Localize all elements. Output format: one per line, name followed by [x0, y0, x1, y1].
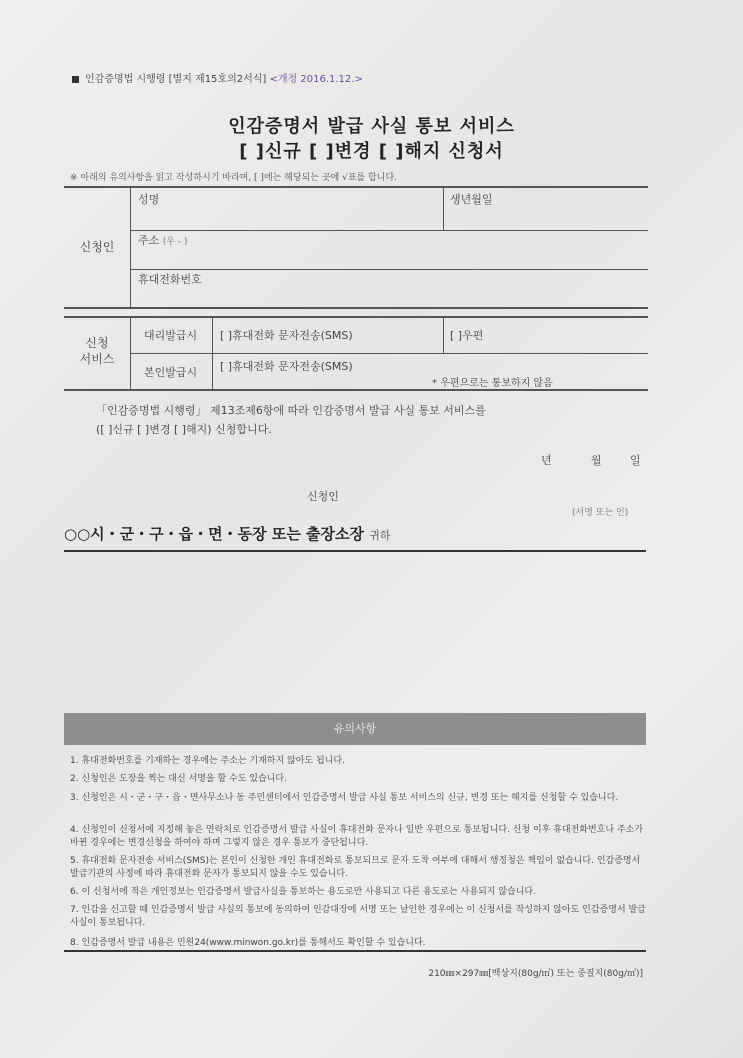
service-label-line2: 서비스 — [79, 352, 115, 366]
statement-line2: ([ ]신규 [ ]변경 [ ]해지) 신청합니다. — [96, 423, 272, 436]
statement-line1: 「인감증명법 시행령」 제13조제6항에 따라 인감증명서 발급 사실 통보 서비스를 — [96, 404, 486, 417]
self-sms-checkbox[interactable]: [ ]휴대전화 문자전송(SMS) — [220, 360, 353, 373]
signature-applicant-label: 신청인 — [307, 490, 339, 503]
notice-item: 7. 인감을 신고할 때 인감증명서 발급 사실의 통보에 동의하여 인감대장에 서명 또는 날인한 경우에는 이 신청서를 작성하지 않아도 인감증명서 발급사실이 통보됩니다. — [70, 905, 646, 928]
applicant-label: 신청인 — [79, 240, 115, 254]
date-month: 월 — [591, 454, 602, 467]
service-label-line1: 신청 — [85, 336, 109, 350]
address-field-label: 주소 — [138, 234, 160, 247]
applicant-divider — [130, 186, 131, 308]
row-line-2 — [130, 269, 648, 270]
self-issue-label: 본인발급시 — [144, 366, 198, 379]
address-field — [138, 232, 187, 248]
notice-item: 5. 휴대전화 문자전송 서비스(SMS)는 본인이 신청한 개인 휴대전화로 통보되므로 문자 도착 여부에 대해서 행정청은 책임이 없습니다. 인감증명서 발급기관의 사정에 따라 휴대전화 문자가 통보되지 않을 수도 있습니다. — [70, 856, 641, 879]
date-year: 년 — [541, 454, 552, 467]
table-top-border — [64, 186, 648, 188]
service-bottom-border — [64, 389, 648, 391]
instruction-note: ※ 아래의 유의사항을 읽고 작성하시기 바라며, [ ]에는 해당되는 곳에 √표를 합니다. — [70, 173, 398, 183]
addressee-underline — [64, 550, 646, 552]
paper-spec-footer: 210㎜×297㎜[백상지(80g/㎡) 또는 중질지(80g/㎡)] — [428, 969, 643, 979]
notice-item: 1. 휴대전화번호를 기재하는 경우에는 주소는 기재하지 않아도 됩니다. — [70, 756, 345, 766]
service-top-border — [64, 316, 648, 318]
proxy-issue-label: 대리발급시 — [144, 329, 198, 342]
name-field-label: 성명 — [138, 193, 160, 206]
notice-item: 2. 신청인은 도장을 찍는 대신 서명을 할 수도 있습니다. — [70, 774, 287, 784]
proxy-mail-checkbox[interactable]: [ ]우편 — [450, 329, 484, 342]
amendment-date: <개정 2016.1.12.> — [269, 74, 363, 85]
square-bullet-icon — [72, 76, 79, 83]
notice-item: 8. 인감증명서 발급 내용은 민원24(www.minwon.go.kr)를 통해서도 확인할 수 있습니다. — [70, 938, 426, 948]
notice-item: 4. 신청인이 신청서에 지정해 놓은 연락처로 인감증명서 발급 사실이 휴대전화 문자나 일반 우편으로 통보됩니다. 신청 이후 휴대전화번호나 주소가 바뀐 경우에는 변경신청을 하여야 하며 그렇지 않은 경우 통보가 중단됩니다. — [70, 825, 644, 848]
postcode-hint: (우 - ) — [162, 237, 188, 247]
form-title-line2: [ ]신규 [ ]변경 [ ]해지 신청서 — [239, 141, 504, 162]
service-row-line — [130, 353, 648, 354]
signature-hint: (서명 또는 인) — [572, 508, 629, 518]
notice-bottom-border — [64, 950, 646, 952]
row-line-1 — [130, 230, 648, 231]
notice-item: 3. 신청인은 시・군・구・읍・면사무소나 동 주민센터에서 인감증명서 발급 사실 통보 서비스의 신규, 변경 또는 해지를 신청할 수 있습니다. — [70, 793, 619, 803]
form-reference — [72, 70, 363, 85]
notice-item: 6. 이 신청서에 적은 개인정보는 인감증명서 발급사실을 통보하는 용도로만 사용되고 다른 용도로는 사용되지 않습니다. — [70, 887, 536, 897]
date-day: 일 — [630, 454, 641, 467]
addressee — [64, 523, 391, 544]
phone-field-label: 휴대전화번호 — [138, 273, 202, 286]
notice-header: 유의사항 — [64, 713, 646, 745]
addressee-text: ○○시・군・구・읍・면・동장 또는 출장소장 — [64, 525, 364, 543]
mail-divider — [443, 316, 444, 353]
addressee-suffix: 귀하 — [369, 529, 391, 542]
proxy-sms-checkbox[interactable]: [ ]휴대전화 문자전송(SMS) — [220, 329, 353, 342]
birth-divider — [443, 186, 444, 230]
birthdate-field-label: 생년월일 — [450, 193, 493, 206]
form-ref-text: 인감증명법 시행령 [별지 제15호의2서식] — [85, 74, 267, 85]
self-mail-note: * 우편으로는 통보하지 않음 — [432, 378, 553, 389]
form-title-line1: 인감증명서 발급 사실 통보 서비스 — [228, 116, 515, 137]
applicant-bottom-border — [64, 307, 648, 309]
